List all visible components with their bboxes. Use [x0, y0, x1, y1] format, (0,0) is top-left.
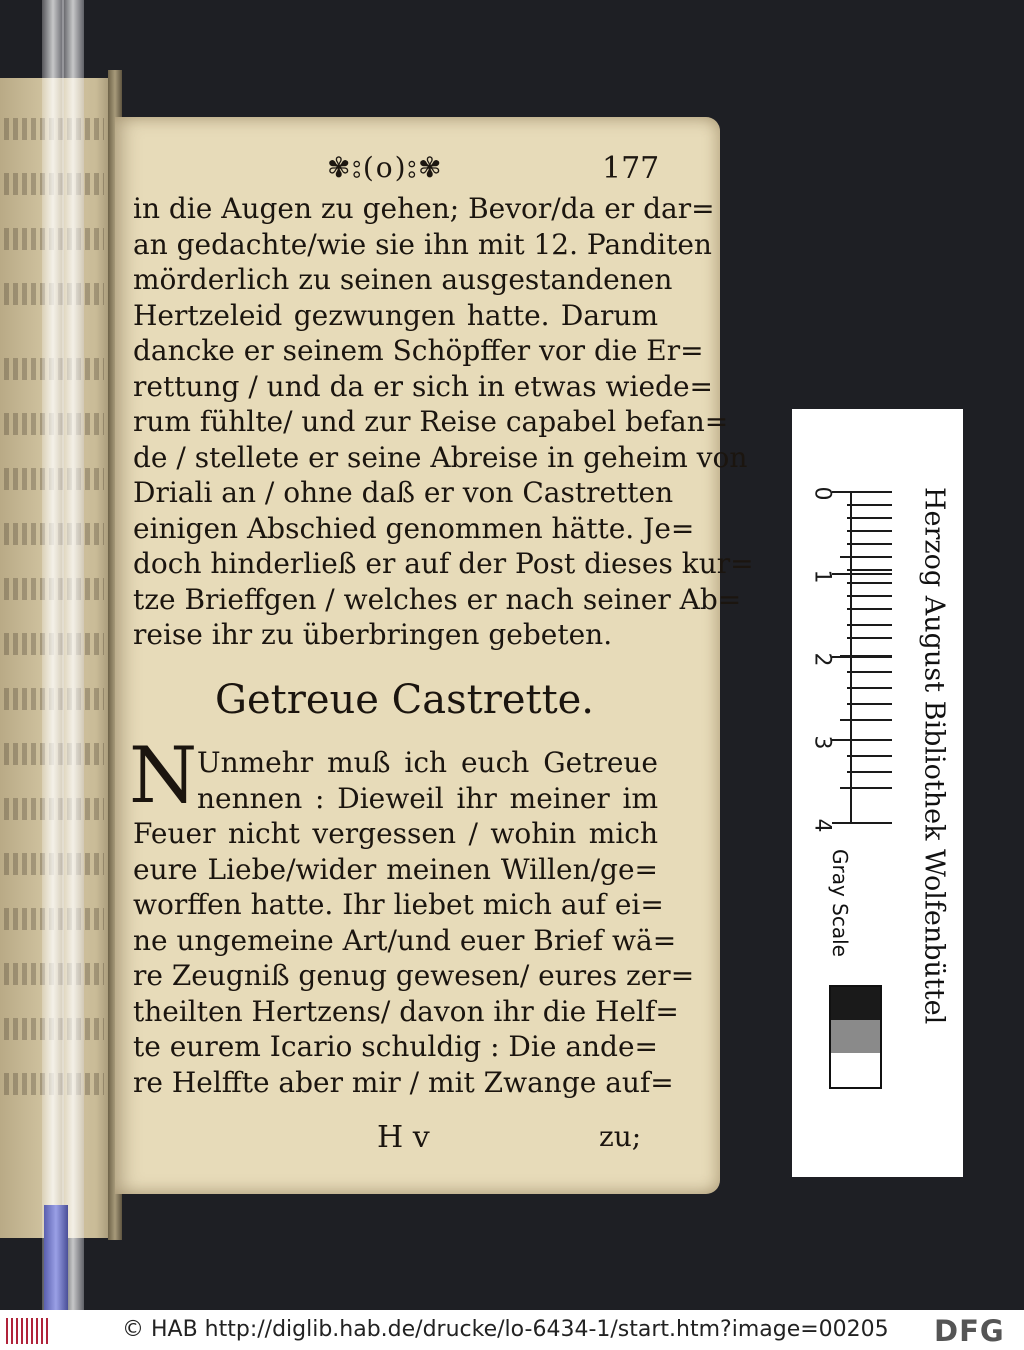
rod-base: [44, 1205, 68, 1310]
swatch-white: [831, 1053, 880, 1086]
text-line: Feuer nicht vergessen / wohin mich: [133, 817, 658, 850]
text-line: rum fühlte/ und zur Reise capabel befan=: [133, 405, 729, 438]
copyright-link[interactable]: © HAB http://diglib.hab.de/drucke/lo-6434-1/start.htm?image=00205: [122, 1317, 889, 1342]
text-line: reise ihr zu überbringen gebeten.: [133, 618, 613, 651]
gray-scale-label: Gray Scale: [828, 849, 852, 957]
page-number: 177: [602, 151, 660, 186]
text-line: rettung / und da er sich in etwas wiede=: [133, 369, 713, 403]
text-line: theilten Hertzens/ davon ihr die Helf=: [133, 994, 679, 1028]
swatch-black: [831, 987, 880, 1020]
ruler-number: 1: [809, 569, 835, 584]
color-scale-card: [792, 409, 963, 1177]
book-page: [115, 117, 754, 1194]
text-line: an gedachte/wie sie ihn mit 12. Panditen: [133, 227, 712, 261]
text-line: te eurem Icario schuldig : Die ande=: [133, 1030, 658, 1063]
text-line: in die Augen zu gehen; Bevor/da er dar=: [133, 192, 715, 225]
catchword: zu;: [599, 1120, 642, 1153]
text-line: re Zeugniß genug gewesen/ eures zer=: [133, 959, 695, 992]
text-line: nennen : Dieweil ihr meiner im: [197, 781, 658, 815]
ruler-number: 4: [809, 818, 835, 833]
text-line: ne ungemeine Art/und euer Brief wä=: [133, 923, 677, 957]
text-line: mörderlich zu seinen ausgestandenen: [133, 263, 673, 296]
ruler-number: 2: [809, 652, 835, 667]
text-line: Unmehr muß ich euch Getreue: [197, 746, 658, 779]
institution-label-wrap: [904, 487, 964, 1167]
ruler-number: 3: [809, 735, 835, 750]
drop-cap: N: [129, 731, 198, 821]
running-header: [115, 149, 720, 189]
text-line: re Helffte aber mir / mit Zwange auf=: [133, 1065, 674, 1099]
signature-mark: H v: [377, 1120, 430, 1155]
dfg-logo: DFG: [934, 1314, 1005, 1348]
swatch-gray: [831, 1020, 880, 1053]
gray-swatches: [829, 985, 882, 1089]
text-line: worffen hatte. Ihr liebet mich auf ei=: [133, 888, 664, 921]
institution-label: Herzog August Bibliothek Wolfenbüttel: [918, 487, 950, 1025]
glass-rod-left: [42, 0, 64, 1310]
letter-text-block: [133, 745, 695, 1100]
text-line: tze Brieffgen / welches er nach seiner Ab=: [133, 582, 742, 616]
text-line: Driali an / ohne daß er von Castretten: [133, 476, 674, 509]
footer-bar: [0, 1310, 1024, 1350]
text-block: [133, 191, 754, 653]
text-line: Hertzeleid gezwungen hatte. Darum: [133, 298, 658, 332]
text-line: doch hinderließ er auf der Post dieses kur=: [133, 547, 754, 580]
text-line: einigen Abschied genommen hätte. Je=: [133, 511, 695, 545]
header-ornament: ✾⦂(o)⦂✾: [327, 151, 444, 184]
hab-barcode-icon: [6, 1318, 48, 1344]
section-heading: Getreue Castrette.: [215, 677, 595, 723]
text-line: de / stellete er seine Abreise in geheim von: [133, 440, 748, 474]
text-line: dancke er seinem Schöpffer vor die Er=: [133, 334, 704, 367]
text-line: eure Liebe/wider meinen Willen/ge=: [133, 852, 658, 886]
ruler-number: 0: [809, 486, 835, 501]
glass-rod-right: [62, 0, 84, 1310]
